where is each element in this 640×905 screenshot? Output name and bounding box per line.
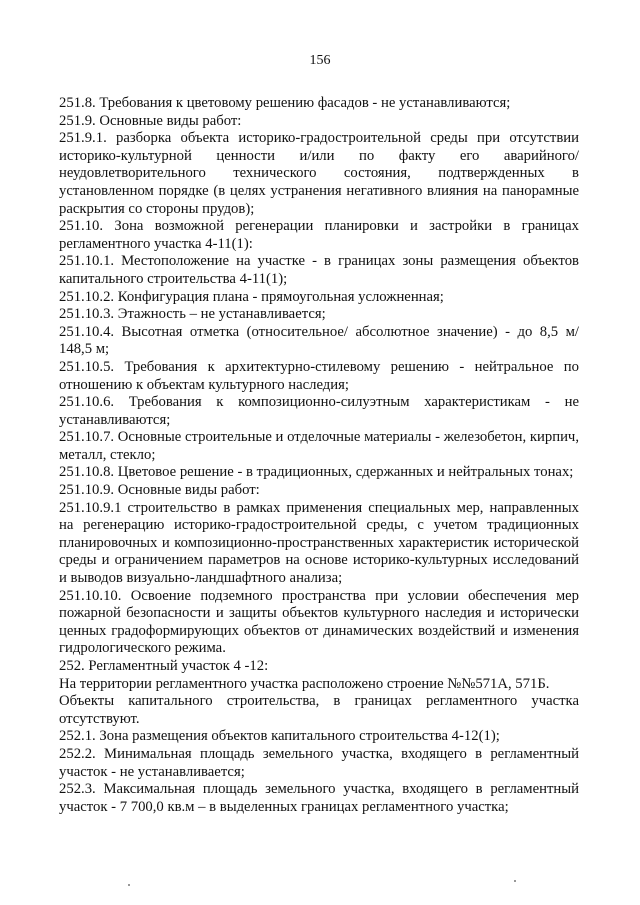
- paragraph-252-2: 252.2. Минимальная площадь земельного участка, входящего в регламентный участок - не устанавливается;: [59, 745, 579, 780]
- paragraph-251-10-9: 251.10.9. Основные виды работ:: [59, 482, 260, 499]
- paragraph-251-10-5: 251.10.5. Требования к архитектурно-стилевому решению - нейтральное по отношению к объектам культурного наследия;: [59, 358, 579, 393]
- paragraph-251-10-10: 251.10.10. Освоение подземного пространства при условии обеспечения мер пожарной безопасности и защиты объектов культурного наследия и исторически ценных градоформирующих объектов от динамических воздействий и изменения гидрологического режима.: [59, 587, 579, 657]
- paragraph-251-10-6: 251.10.6. Требования к композиционно-силуэтным характеристикам - не устанавливаются;: [59, 394, 579, 428]
- document-body: [59, 95, 579, 816]
- paragraph-251-8: 251.8. Требования к цветовому решению фасадов - не устанавливаются;: [59, 95, 511, 111]
- paragraph-251-10-2: 251.10.2. Конфигурация плана - прямоугольная усложненная;: [59, 288, 444, 305]
- paragraph-251-10-4: 251.10.4. Высотная отметка (относительное/ абсолютное значение) - до 8,5 м/ 148,5 м;: [59, 323, 579, 358]
- page-number: 156: [309, 53, 331, 68]
- paragraph-251-10-8: 251.10.8. Цветовое решение - в традиционных, сдержанных и нейтральных тонах;: [59, 464, 574, 481]
- paragraph-252-1: 252.1. Зона размещения объектов капитального строительства 4-12(1);: [59, 728, 500, 745]
- paragraph-251-10-7: 251.10.7. Основные строительные и отделочные материалы - железобетон, кирпич, металл, стекло;: [59, 429, 579, 463]
- paragraph-251-10-1: 251.10.1. Местоположение на участке - в границах зоны размещения объектов капитального строительства 4-11(1);: [59, 253, 579, 287]
- scan-speck-right: [514, 880, 516, 882]
- paragraph-252-territory: На территории регламентного участка расположено строение №№571А, 571Б.: [59, 675, 550, 692]
- scan-speck-left: [128, 884, 130, 886]
- paragraph-251-9-1: 251.9.1. разборка объекта историко-градостроительной среды при отсутствии историко-культурной ценности и/или по факту его аварийного/неудовлетворительного технического состояния, подтвержденных в установленном порядке (в целях устранения негативного влияния на панорамные раскрытия со стороны прудов);: [59, 130, 579, 217]
- paragraph-252: 252. Регламентный участок 4 -12:: [59, 658, 269, 674]
- paragraph-252-3: 252.3. Максимальная площадь земельного участка, входящего в регламентный участок - 7 700,0 кв.м – в выделенных границах регламентного участка;: [59, 781, 579, 815]
- paragraph-251-9: 251.9. Основные виды работ:: [59, 112, 242, 129]
- paragraph-251-10-9-1: 251.10.9.1 строительство в рамках применения специальных мер, направленных на регенерацию историко-градостроительной среды, с учетом традиционных планировочных и композиционно-пространственных характеристик исторической среды и ограничением параметров на основе историко-культурных исследований и выводов визуально-ландшафтного анализа;: [59, 499, 579, 587]
- paragraph-251-10-3: 251.10.3. Этажность – не устанавливается;: [59, 306, 326, 323]
- paragraph-251-10: 251.10. Зона возможной регенерации планировки и застройки в границах регламентного участка 4-11(1):: [59, 218, 579, 252]
- paragraph-252-objects: Объекты капитального строительства, в границах регламентного участка отсутствуют.: [59, 693, 579, 727]
